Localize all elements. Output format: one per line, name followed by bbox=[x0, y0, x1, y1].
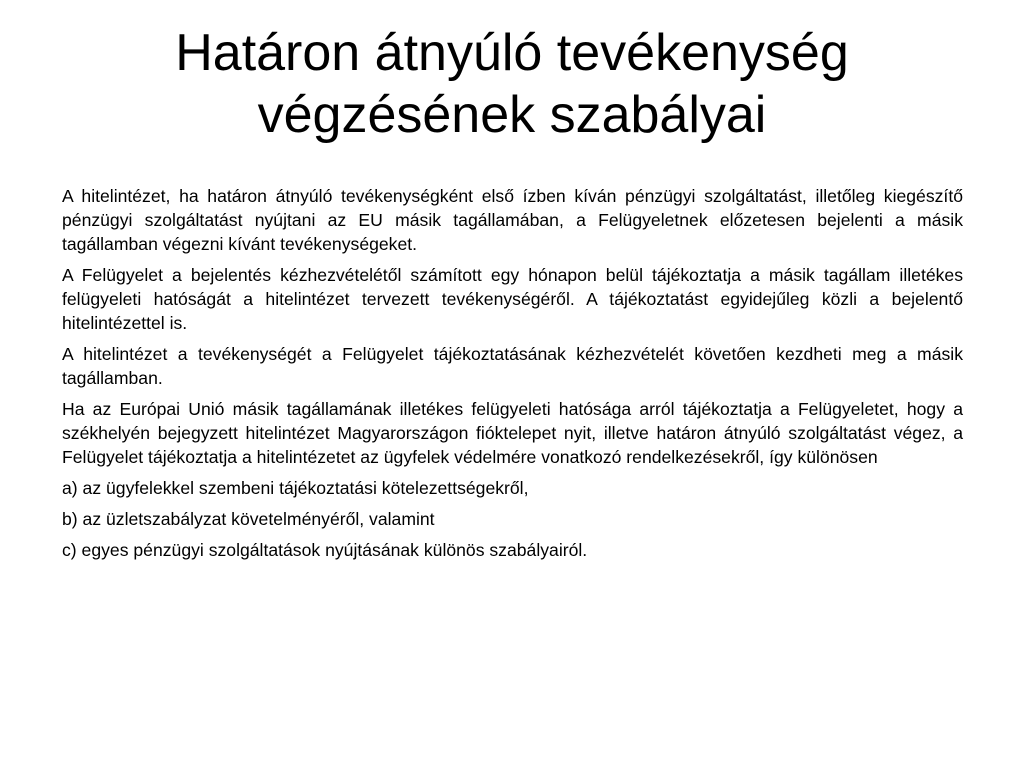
body-paragraph: A hitelintézet a tevékenységét a Felügyelet tájékoztatásának kézhezvételét követően kezdheti meg a másik tagállamban. bbox=[62, 344, 963, 388]
body-paragraph: Ha az Európai Unió másik tagállamának illetékes felügyeleti hatósága arról tájékoztatja a Felügyeletet, hogy a székhelyén bejegyzett hitelintézet Magyarországon fióktelepet nyit, illetve határon átnyúló szolgáltatást végez, a Felügyelet tájékoztatja a hitelintézetet az ügyfelek védelmére vonatkozó rendelkezésekről, így különösen bbox=[62, 399, 963, 467]
body-paragraph: A hitelintézet, ha határon átnyúló tevékenységként első ízben kíván pénzügyi szolgáltatást, illetőleg kiegészítő pénzügyi szolgáltatást nyújtani az EU másik tagállamában, a Felügyeletnek előzetesen bejelenti a másik tagállamban végezni kívánt tevékenységeket. bbox=[62, 186, 963, 254]
body-paragraph: A Felügyelet a bejelentés kézhezvételétől számított egy hónapon belül tájékoztatja a másik tagállam illetékes felügyeleti hatóságát a hitelintézet tervezett tevékenységéről. A tájékoztatást egyidejűleg közli a bejelentő hitelintézettel is. bbox=[62, 265, 963, 333]
list-item: a) az ügyfelekkel szembeni tájékoztatási kötelezettségekről, bbox=[62, 478, 529, 498]
slide-title: Határon átnyúló tevékenység végzésének szabályai bbox=[175, 24, 849, 144]
list-item: c) egyes pénzügyi szolgáltatások nyújtásának különös szabályairól. bbox=[62, 540, 588, 560]
list-item: b) az üzletszabályzat követelményéről, valamint bbox=[62, 509, 435, 529]
slide-body bbox=[62, 184, 963, 569]
